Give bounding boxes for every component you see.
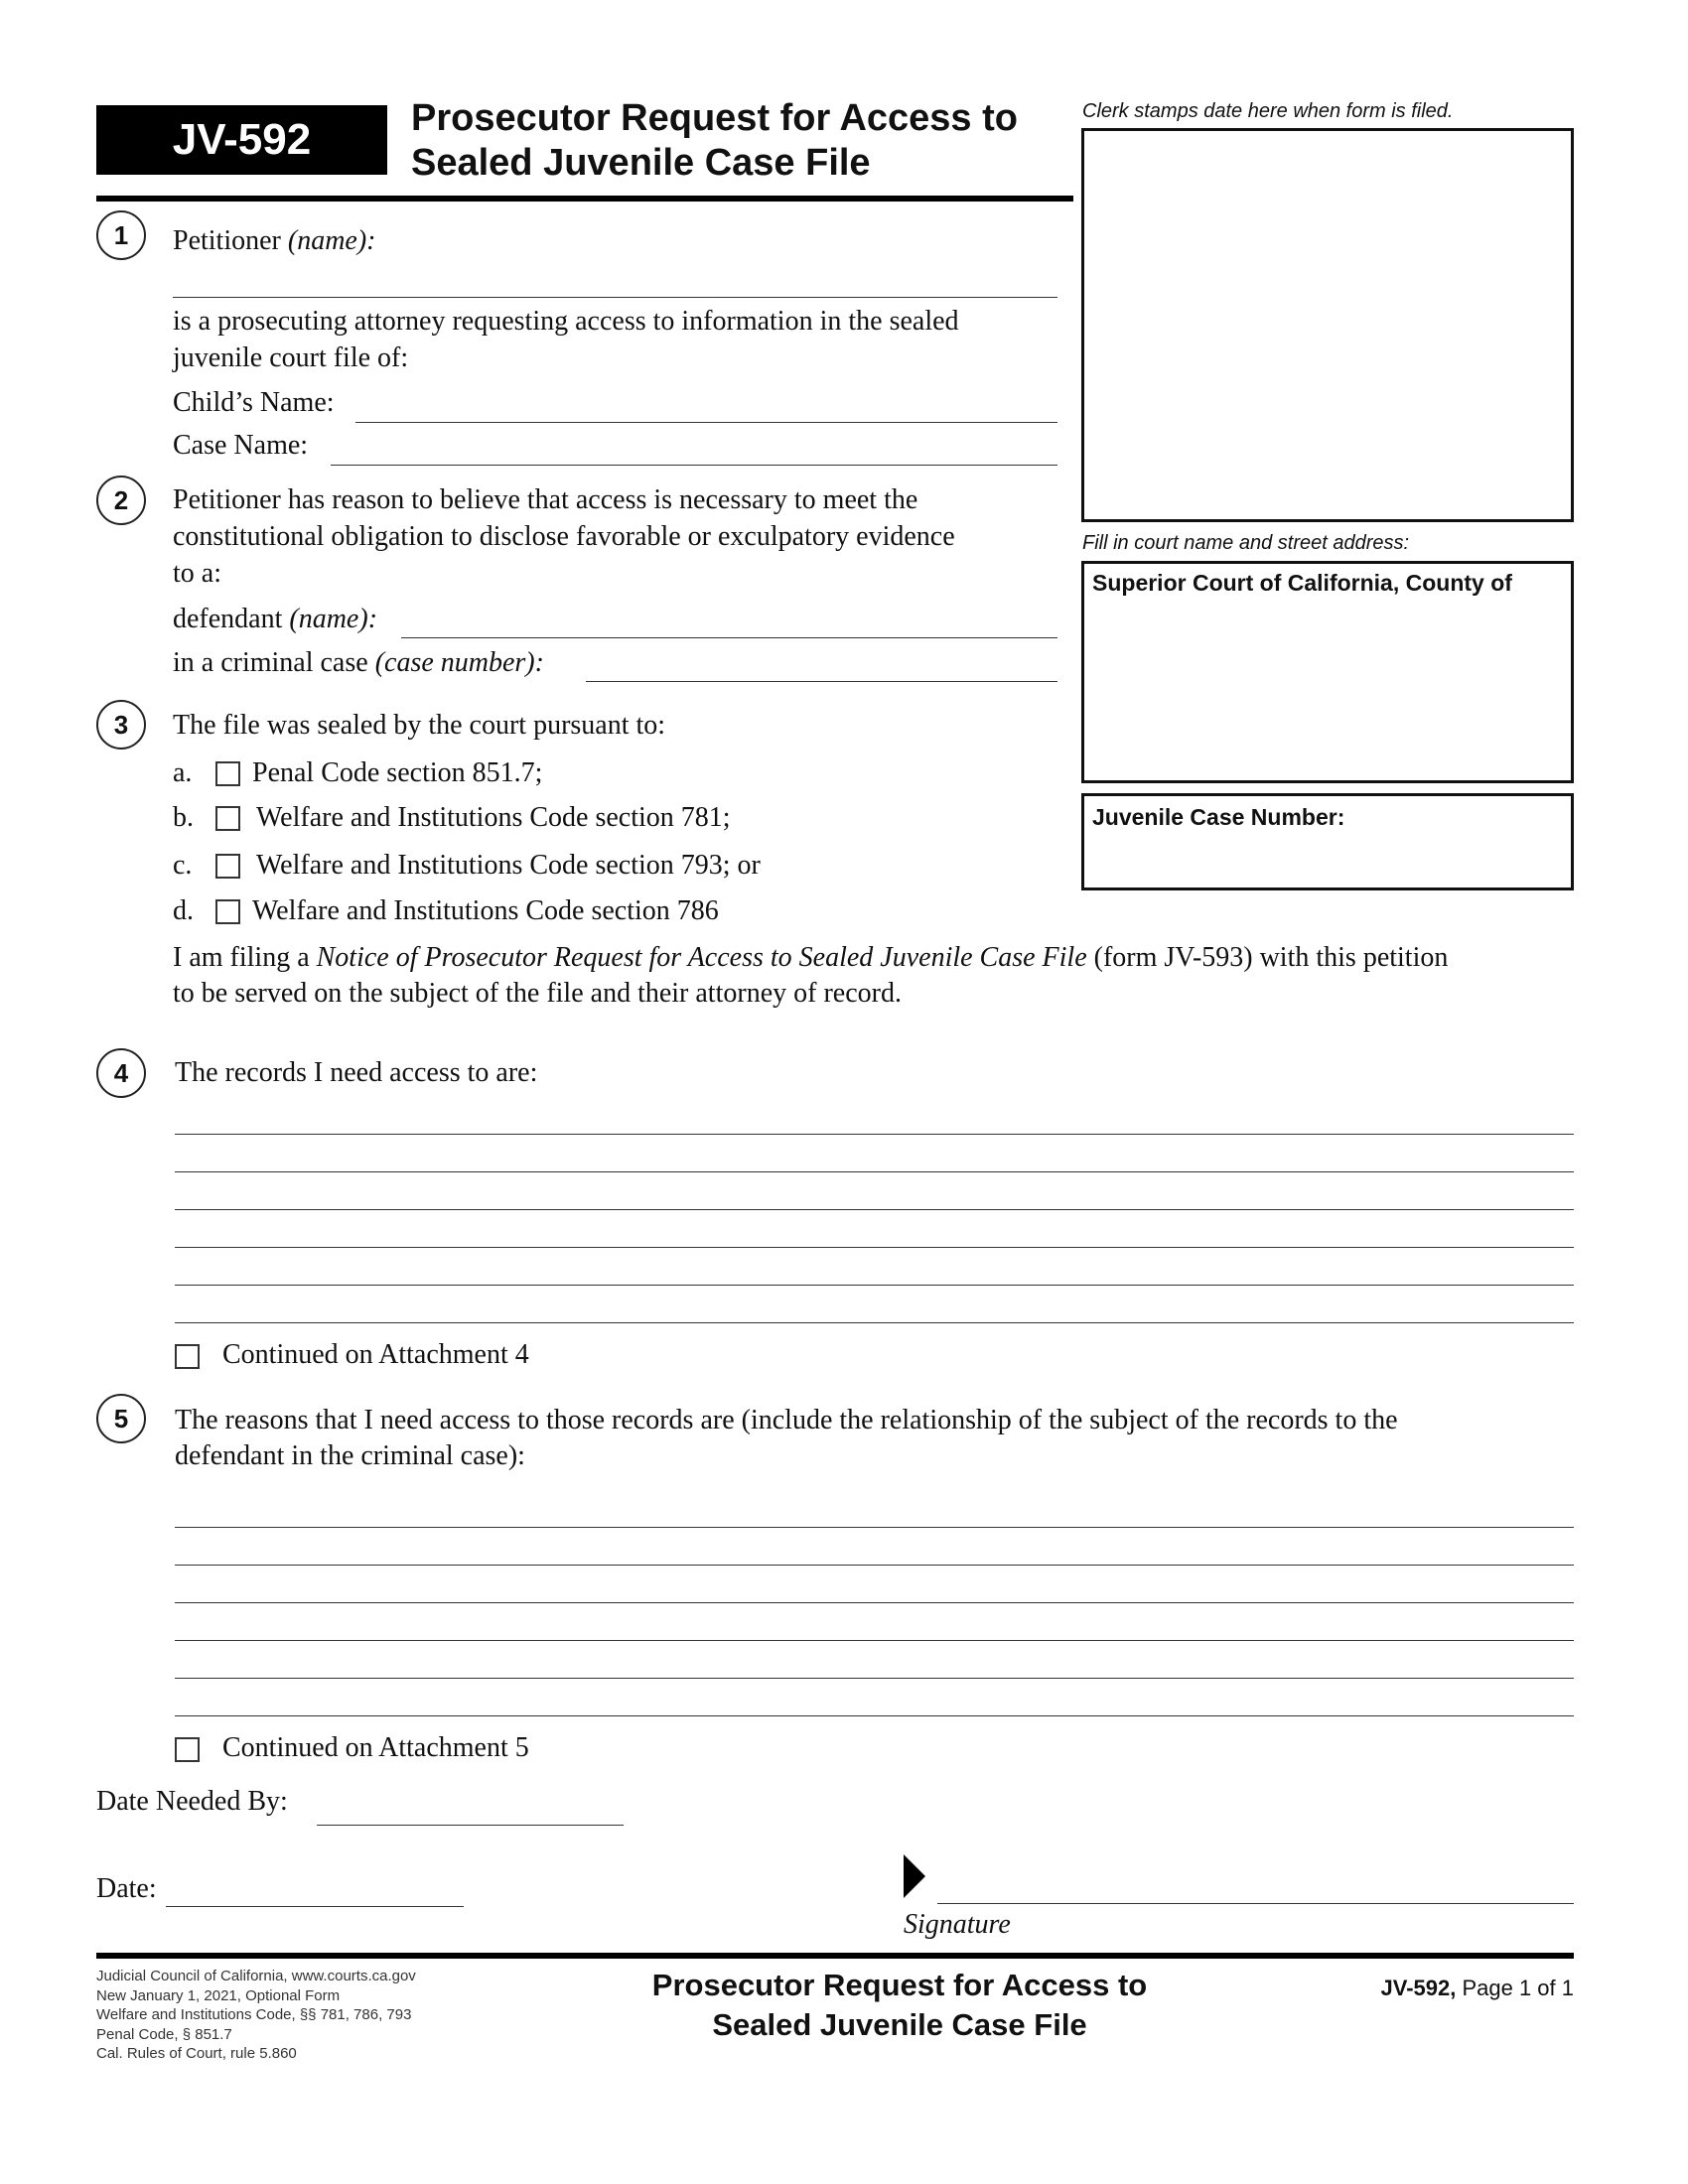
form-id-badge: JV-592 [96,105,387,175]
option-b-checkbox[interactable] [215,806,240,831]
criminal-case-label [173,649,544,677]
date-needed-field[interactable] [317,1825,624,1826]
criminal-case-text: in a criminal case [173,647,375,678]
continued-attachment-4-label: Continued on Attachment 4 [222,1339,529,1370]
signature-arrow-icon [904,1854,925,1898]
petitioner-text: Petitioner [173,225,288,256]
continued-attachment-5-label: Continued on Attachment 5 [222,1732,529,1763]
juvenile-case-number-field[interactable] [1081,793,1574,890]
case-name-label: Case Name: [173,430,309,461]
date-needed-label: Date Needed By: [96,1786,288,1817]
date-field[interactable] [166,1906,464,1907]
footer-title-line1: Prosecutor Request for Access to [651,1968,1148,2002]
clerk-stamp-box [1081,128,1574,522]
footer-form-id: JV-592, [1380,1976,1457,2000]
defendant-text: defendant [173,604,290,634]
filing-pre: I am filing a [173,942,317,973]
footer-line: Penal Code, § 851.7 [96,2025,232,2043]
continued-attachment-4-checkbox[interactable] [175,1344,200,1369]
signature-field[interactable] [937,1903,1574,1904]
item-1-text-1: is a prosecuting attorney requesting access to information in the sealed [173,306,959,337]
item-1-text-2: juvenile court file of: [173,342,409,373]
filing-form-name: Notice of Prosecutor Request for Access to Sealed Juvenile Case File [316,942,1087,973]
petitioner-name-field[interactable] [173,297,1057,298]
defendant-label [173,606,377,633]
signature-label: Signature [904,1909,1011,1940]
option-a-checkbox[interactable] [215,761,240,786]
footer-line: Judicial Council of California, www.courts.ca.gov [96,1968,416,1984]
court-label: Fill in court name and street address: [1082,532,1410,554]
clerk-stamp-label: Clerk stamps date here when form is filed. [1082,100,1454,122]
option-c-letter: c. [173,850,193,881]
item-2-text-2: constitutional obligation to disclose favorable or exculpatory evidence [173,521,955,552]
item-3-number: 3 [96,700,146,750]
child-name-label: Child’s Name: [173,387,335,418]
item-3-text: The file was sealed by the court pursuant to: [173,710,666,741]
item-5-text-1: The reasons that I need access to those records are (include the relationship of the subject of the records to the [175,1405,1398,1435]
footer-page-number: Page 1 of 1 [1456,1976,1574,2000]
option-d-checkbox[interactable] [215,899,240,924]
court-name-text: Superior Court of California, County of [1092,570,1512,596]
form-title-line2: Sealed Juvenile Case File [411,142,871,184]
item-2-text-3: to a: [173,558,221,589]
header-rule [96,196,1073,202]
option-c-label: Welfare and Institutions Code section 793; or [256,850,761,881]
child-name-field[interactable] [355,422,1057,423]
footer-page [1381,1976,1575,2001]
date-label: Date: [96,1873,157,1904]
footer-info [96,1967,416,2064]
option-d-label: Welfare and Institutions Code section 786 [252,895,719,926]
filing-post: (form JV-593) with this petition [1086,942,1449,973]
footer-line: New January 1, 2021, Optional Form [96,1986,341,2004]
item-2-number: 2 [96,476,146,525]
filing-notice-text [173,944,1448,972]
case-name-field[interactable] [331,465,1057,466]
option-a-letter: a. [173,757,193,788]
item-5-text-2: defendant in the criminal case): [175,1440,525,1471]
form-title-line1: Prosecutor Request for Access to [411,97,1018,139]
continued-attachment-5-checkbox[interactable] [175,1737,200,1762]
footer-line: Welfare and Institutions Code, §§ 781, 786, 793 [96,2006,412,2023]
option-c-checkbox[interactable] [215,854,240,879]
case-number-label: Juvenile Case Number: [1092,804,1345,830]
item-4-text: The records I need access to are: [175,1057,538,1088]
petitioner-label [173,227,376,255]
item-1-number: 1 [96,210,146,260]
criminal-case-number-field[interactable] [586,681,1057,682]
footer-line: Cal. Rules of Court, rule 5.860 [96,2045,297,2062]
footer-rule [96,1953,1574,1959]
petitioner-hint: (name): [287,225,376,256]
court-name-field[interactable] [1081,561,1574,783]
option-a-label: Penal Code section 851.7; [252,757,543,788]
filing-notice-text-2: to be served on the subject of the file and their attorney of record. [173,978,902,1009]
option-d-letter: d. [173,895,194,926]
item-2-text-1: Petitioner has reason to believe that access is necessary to meet the [173,484,918,515]
option-b-label: Welfare and Institutions Code section 781; [256,802,731,833]
defendant-name-field[interactable] [401,637,1057,638]
item-5-number: 5 [96,1394,146,1443]
footer-title-line2: Sealed Juvenile Case File [712,2007,1087,2042]
item-4-number: 4 [96,1048,146,1098]
option-b-letter: b. [173,802,194,833]
criminal-case-hint: (case number): [374,647,544,678]
footer-title [602,1966,1197,2045]
defendant-hint: (name): [289,604,378,634]
